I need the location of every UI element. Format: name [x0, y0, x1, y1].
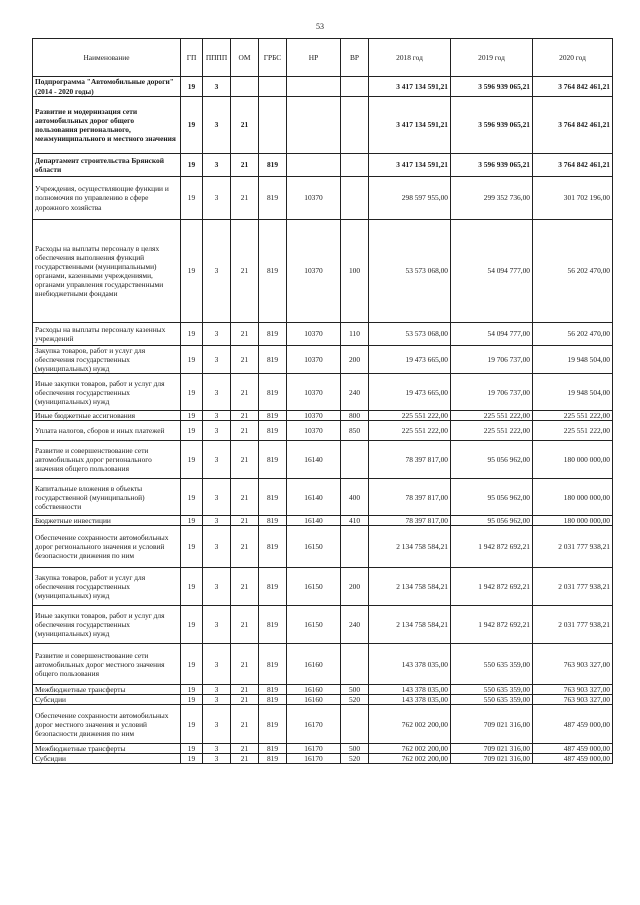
- row-pppp: 3: [203, 695, 231, 705]
- row-om: 21: [231, 346, 259, 374]
- row-vr: 800: [341, 411, 369, 421]
- table-row: [33, 220, 613, 323]
- row-om: 21: [231, 516, 259, 526]
- row-name: Субсидии: [33, 754, 181, 764]
- row-grbs: 819: [259, 568, 287, 606]
- row-om: 21: [231, 177, 259, 220]
- row-amount-2020: 487 459 000,00: [533, 754, 613, 764]
- row-vr: [341, 441, 369, 479]
- row-nr: 16160: [287, 644, 341, 685]
- row-grbs: 819: [259, 606, 287, 644]
- row-amount-2019: 54 094 777,00: [451, 323, 533, 346]
- row-om: 21: [231, 606, 259, 644]
- row-amount-2020: 487 459 000,00: [533, 744, 613, 754]
- row-name: Развитие и модернизация сети автомобильных дорог общего пользования регионального, межмуниципального и местного значения: [33, 97, 181, 154]
- row-gp: 19: [181, 411, 203, 421]
- header-name: Наименование: [33, 39, 181, 77]
- row-om: 21: [231, 421, 259, 441]
- row-amount-2019: 709 021 316,00: [451, 744, 533, 754]
- row-nr: 16160: [287, 695, 341, 705]
- row-grbs: 819: [259, 154, 287, 177]
- row-pppp: 3: [203, 97, 231, 154]
- row-gp: 19: [181, 323, 203, 346]
- row-pppp: 3: [203, 346, 231, 374]
- row-grbs: 819: [259, 695, 287, 705]
- row-pppp: 3: [203, 177, 231, 220]
- row-amount-2019: 1 942 872 692,21: [451, 606, 533, 644]
- row-amount-2019: 95 056 962,00: [451, 441, 533, 479]
- row-amount-2020: 2 031 777 938,21: [533, 568, 613, 606]
- row-om: 21: [231, 754, 259, 764]
- row-grbs: 819: [259, 516, 287, 526]
- row-gp: 19: [181, 744, 203, 754]
- table-row: [33, 411, 613, 421]
- header-om: ОМ: [231, 39, 259, 77]
- row-vr: 500: [341, 685, 369, 695]
- row-amount-2019: 3 596 939 065,21: [451, 97, 533, 154]
- header-2019: 2019 год: [451, 39, 533, 77]
- row-amount-2018: 762 002 200,00: [369, 705, 451, 744]
- row-pppp: 3: [203, 606, 231, 644]
- row-amount-2018: 78 397 817,00: [369, 516, 451, 526]
- row-nr: [287, 154, 341, 177]
- row-grbs: 819: [259, 754, 287, 764]
- header-2020: 2020 год: [533, 39, 613, 77]
- row-name: Межбюджетные трансферты: [33, 744, 181, 754]
- row-amount-2019: 1 942 872 692,21: [451, 526, 533, 568]
- row-name: Расходы на выплаты персоналу казенных учреждений: [33, 323, 181, 346]
- row-vr: 520: [341, 754, 369, 764]
- row-gp: 19: [181, 177, 203, 220]
- row-vr: 240: [341, 606, 369, 644]
- row-name: Закупка товаров, работ и услуг для обеспечения государственных (муниципальных) нужд: [33, 346, 181, 374]
- row-name: Учреждения, осуществляющие функции и полномочия по управлению в сфере дорожного хозяйства: [33, 177, 181, 220]
- row-pppp: 3: [203, 754, 231, 764]
- row-om: 21: [231, 644, 259, 685]
- row-om: 21: [231, 479, 259, 516]
- row-gp: 19: [181, 526, 203, 568]
- row-grbs: 819: [259, 346, 287, 374]
- row-vr: 200: [341, 568, 369, 606]
- row-grbs: [259, 77, 287, 97]
- row-nr: 10370: [287, 411, 341, 421]
- table-row: [33, 695, 613, 705]
- row-amount-2020: 487 459 000,00: [533, 705, 613, 744]
- row-vr: [341, 154, 369, 177]
- row-vr: 200: [341, 346, 369, 374]
- row-amount-2018: 3 417 134 591,21: [369, 77, 451, 97]
- row-amount-2020: 763 903 327,00: [533, 695, 613, 705]
- row-grbs: 819: [259, 421, 287, 441]
- row-name: Иные закупки товаров, работ и услуг для обеспечения государственных (муниципальных) нужд: [33, 606, 181, 644]
- row-grbs: 819: [259, 323, 287, 346]
- row-vr: 100: [341, 220, 369, 323]
- row-amount-2020: 2 031 777 938,21: [533, 606, 613, 644]
- header-vr: ВР: [341, 39, 369, 77]
- row-amount-2019: 225 551 222,00: [451, 421, 533, 441]
- row-gp: 19: [181, 644, 203, 685]
- row-vr: 410: [341, 516, 369, 526]
- row-amount-2018: 2 134 758 584,21: [369, 526, 451, 568]
- row-amount-2019: 299 352 736,00: [451, 177, 533, 220]
- table-row: [33, 77, 613, 97]
- row-amount-2018: 143 378 035,00: [369, 685, 451, 695]
- budget-table: [32, 38, 613, 764]
- row-name: Расходы на выплаты персоналу в целях обеспечения выполнения функций государственными (муниципальными) органами, казенными учреждениями, органами управления государственными внебюджетными фондами: [33, 220, 181, 323]
- row-vr: [341, 97, 369, 154]
- row-gp: 19: [181, 705, 203, 744]
- row-nr: 10370: [287, 346, 341, 374]
- row-amount-2018: 143 378 035,00: [369, 644, 451, 685]
- row-name: Иные закупки товаров, работ и услуг для обеспечения государственных (муниципальных) нужд: [33, 374, 181, 411]
- row-pppp: 3: [203, 77, 231, 97]
- row-nr: 16170: [287, 754, 341, 764]
- row-amount-2020: 3 764 842 461,21: [533, 97, 613, 154]
- table-row: [33, 754, 613, 764]
- row-pppp: 3: [203, 705, 231, 744]
- header-2018: 2018 год: [369, 39, 451, 77]
- row-amount-2020: 3 764 842 461,21: [533, 154, 613, 177]
- row-nr: 16150: [287, 606, 341, 644]
- table-row: [33, 606, 613, 644]
- row-amount-2020: 56 202 470,00: [533, 220, 613, 323]
- row-amount-2019: 3 596 939 065,21: [451, 77, 533, 97]
- row-om: 21: [231, 220, 259, 323]
- table-row: [33, 526, 613, 568]
- row-amount-2018: 2 134 758 584,21: [369, 606, 451, 644]
- row-name: Обеспечение сохранности автомобильных дорог местного значения и условий безопасности движения по ним: [33, 705, 181, 744]
- row-om: 21: [231, 441, 259, 479]
- row-amount-2020: 180 000 000,00: [533, 516, 613, 526]
- row-amount-2020: 763 903 327,00: [533, 685, 613, 695]
- row-amount-2020: 56 202 470,00: [533, 323, 613, 346]
- row-name: Обеспечение сохранности автомобильных дорог регионального значения и условий безопасности движения по ним: [33, 526, 181, 568]
- row-vr: 110: [341, 323, 369, 346]
- row-grbs: 819: [259, 441, 287, 479]
- row-amount-2020: 180 000 000,00: [533, 479, 613, 516]
- row-grbs: 819: [259, 411, 287, 421]
- row-amount-2018: 762 002 200,00: [369, 754, 451, 764]
- table-row: [33, 705, 613, 744]
- header-gp: ГП: [181, 39, 203, 77]
- row-gp: 19: [181, 516, 203, 526]
- row-vr: [341, 644, 369, 685]
- row-amount-2019: 3 596 939 065,21: [451, 154, 533, 177]
- row-name: Бюджетные инвестиции: [33, 516, 181, 526]
- row-nr: [287, 77, 341, 97]
- row-pppp: 3: [203, 568, 231, 606]
- row-pppp: 3: [203, 154, 231, 177]
- row-name: Уплата налогов, сборов и иных платежей: [33, 421, 181, 441]
- row-gp: 19: [181, 479, 203, 516]
- row-amount-2018: 225 551 222,00: [369, 411, 451, 421]
- row-amount-2020: 19 948 504,00: [533, 374, 613, 411]
- row-nr: 10370: [287, 177, 341, 220]
- row-amount-2018: 3 417 134 591,21: [369, 97, 451, 154]
- row-om: 21: [231, 695, 259, 705]
- row-nr: 16170: [287, 744, 341, 754]
- row-pppp: 3: [203, 220, 231, 323]
- row-om: 21: [231, 685, 259, 695]
- row-grbs: 819: [259, 744, 287, 754]
- row-amount-2018: 53 573 068,00: [369, 220, 451, 323]
- row-om: 21: [231, 744, 259, 754]
- row-amount-2019: 19 706 737,00: [451, 374, 533, 411]
- row-amount-2020: 19 948 504,00: [533, 346, 613, 374]
- row-grbs: 819: [259, 220, 287, 323]
- row-nr: 16170: [287, 705, 341, 744]
- row-name: Департамент строительства Брянской области: [33, 154, 181, 177]
- row-vr: 240: [341, 374, 369, 411]
- row-amount-2018: 3 417 134 591,21: [369, 154, 451, 177]
- row-nr: [287, 97, 341, 154]
- row-vr: 400: [341, 479, 369, 516]
- row-gp: 19: [181, 154, 203, 177]
- table-row: [33, 323, 613, 346]
- row-amount-2018: 762 002 200,00: [369, 744, 451, 754]
- row-pppp: 3: [203, 526, 231, 568]
- row-nr: 10370: [287, 220, 341, 323]
- row-gp: 19: [181, 346, 203, 374]
- row-vr: [341, 526, 369, 568]
- row-pppp: 3: [203, 479, 231, 516]
- row-gp: 19: [181, 374, 203, 411]
- row-pppp: 3: [203, 323, 231, 346]
- row-amount-2019: 1 942 872 692,21: [451, 568, 533, 606]
- row-grbs: 819: [259, 685, 287, 695]
- row-name: Подпрограмма "Автомобильные дороги" (2014 - 2020 годы): [33, 77, 181, 97]
- row-name: Капитальные вложения в объекты государственной (муниципальной) собственности: [33, 479, 181, 516]
- row-grbs: 819: [259, 177, 287, 220]
- row-name: Развитие и совершенствование сети автомобильных дорог местного значения общего пользования: [33, 644, 181, 685]
- row-om: 21: [231, 97, 259, 154]
- table-header-row: [33, 39, 613, 77]
- row-amount-2020: 763 903 327,00: [533, 644, 613, 685]
- row-amount-2018: 225 551 222,00: [369, 421, 451, 441]
- row-amount-2019: 54 094 777,00: [451, 220, 533, 323]
- row-grbs: 819: [259, 479, 287, 516]
- row-gp: 19: [181, 695, 203, 705]
- table-row: [33, 374, 613, 411]
- row-vr: 500: [341, 744, 369, 754]
- table-row: [33, 644, 613, 685]
- row-name: Иные бюджетные ассигнования: [33, 411, 181, 421]
- row-name: Субсидии: [33, 695, 181, 705]
- row-amount-2019: 550 635 359,00: [451, 685, 533, 695]
- row-nr: 16140: [287, 441, 341, 479]
- row-vr: 520: [341, 695, 369, 705]
- row-grbs: 819: [259, 526, 287, 568]
- table-row: [33, 744, 613, 754]
- row-nr: 10370: [287, 421, 341, 441]
- row-gp: 19: [181, 568, 203, 606]
- row-amount-2020: 3 764 842 461,21: [533, 77, 613, 97]
- row-pppp: 3: [203, 644, 231, 685]
- row-nr: 16140: [287, 479, 341, 516]
- row-om: 21: [231, 526, 259, 568]
- row-amount-2019: 19 706 737,00: [451, 346, 533, 374]
- row-pppp: 3: [203, 441, 231, 479]
- row-amount-2019: 550 635 359,00: [451, 644, 533, 685]
- row-amount-2018: 78 397 817,00: [369, 441, 451, 479]
- row-amount-2018: 2 134 758 584,21: [369, 568, 451, 606]
- row-amount-2019: 225 551 222,00: [451, 411, 533, 421]
- row-amount-2018: 53 573 068,00: [369, 323, 451, 346]
- row-om: 21: [231, 705, 259, 744]
- row-pppp: 3: [203, 685, 231, 695]
- row-amount-2020: 2 031 777 938,21: [533, 526, 613, 568]
- row-nr: 16150: [287, 526, 341, 568]
- row-grbs: [259, 97, 287, 154]
- row-vr: [341, 77, 369, 97]
- row-gp: 19: [181, 421, 203, 441]
- row-nr: 16140: [287, 516, 341, 526]
- row-pppp: 3: [203, 516, 231, 526]
- row-amount-2020: 180 000 000,00: [533, 441, 613, 479]
- row-gp: 19: [181, 220, 203, 323]
- row-amount-2018: 19 473 665,00: [369, 374, 451, 411]
- row-om: 21: [231, 374, 259, 411]
- row-vr: [341, 705, 369, 744]
- row-gp: 19: [181, 754, 203, 764]
- row-nr: 16150: [287, 568, 341, 606]
- row-pppp: 3: [203, 374, 231, 411]
- table-row: [33, 685, 613, 695]
- row-amount-2019: 709 021 316,00: [451, 705, 533, 744]
- row-om: 21: [231, 568, 259, 606]
- row-grbs: 819: [259, 705, 287, 744]
- row-amount-2019: 550 635 359,00: [451, 695, 533, 705]
- row-gp: 19: [181, 606, 203, 644]
- row-gp: 19: [181, 97, 203, 154]
- row-amount-2019: 709 021 316,00: [451, 754, 533, 764]
- row-vr: 850: [341, 421, 369, 441]
- row-amount-2018: 298 597 955,00: [369, 177, 451, 220]
- row-om: [231, 77, 259, 97]
- row-amount-2020: 225 551 222,00: [533, 421, 613, 441]
- row-name: Межбюджетные трансферты: [33, 685, 181, 695]
- row-gp: 19: [181, 685, 203, 695]
- row-name: Закупка товаров, работ и услуг для обеспечения государственных (муниципальных) нужд: [33, 568, 181, 606]
- table-row: [33, 154, 613, 177]
- row-gp: 19: [181, 441, 203, 479]
- row-amount-2020: 301 702 196,00: [533, 177, 613, 220]
- row-name: Развитие и совершенствование сети автомобильных дорог регионального значения общего пользования: [33, 441, 181, 479]
- row-amount-2019: 95 056 962,00: [451, 516, 533, 526]
- row-pppp: 3: [203, 421, 231, 441]
- row-nr: 10370: [287, 374, 341, 411]
- row-amount-2019: 95 056 962,00: [451, 479, 533, 516]
- row-gp: 19: [181, 77, 203, 97]
- header-pppp: ПППП: [203, 39, 231, 77]
- table-row: [33, 479, 613, 516]
- row-grbs: 819: [259, 644, 287, 685]
- table-row: [33, 516, 613, 526]
- row-om: 21: [231, 323, 259, 346]
- row-nr: 16160: [287, 685, 341, 695]
- table-row: [33, 346, 613, 374]
- table-row: [33, 421, 613, 441]
- row-pppp: 3: [203, 411, 231, 421]
- header-nr: НР: [287, 39, 341, 77]
- page-number: 53: [316, 22, 324, 31]
- row-grbs: 819: [259, 374, 287, 411]
- row-amount-2020: 225 551 222,00: [533, 411, 613, 421]
- row-om: 21: [231, 154, 259, 177]
- table-row: [33, 177, 613, 220]
- table-row: [33, 97, 613, 154]
- table-row: [33, 568, 613, 606]
- row-amount-2018: 143 378 035,00: [369, 695, 451, 705]
- row-pppp: 3: [203, 744, 231, 754]
- row-om: 21: [231, 411, 259, 421]
- row-amount-2018: 78 397 817,00: [369, 479, 451, 516]
- row-amount-2018: 19 473 665,00: [369, 346, 451, 374]
- header-grbs: ГРБС: [259, 39, 287, 77]
- row-vr: [341, 177, 369, 220]
- row-nr: 10370: [287, 323, 341, 346]
- table-row: [33, 441, 613, 479]
